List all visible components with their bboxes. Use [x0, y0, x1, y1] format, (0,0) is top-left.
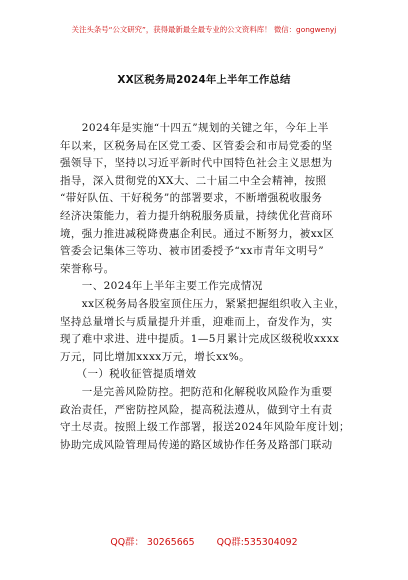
section-heading-1	[60, 278, 353, 296]
text-line: 万元，同比增加xxxx万元，增长xx%。	[60, 350, 251, 363]
text-line: 坚持总量增长与质量提升并重，迎难而上，奋发作为，实	[60, 315, 333, 328]
text-line: 境，强力推进减税降费惠企利民。通过不断努力，被xx区	[60, 227, 335, 240]
header-banner: 关注头条号“公文研究”，获得最新最全最专业的公文资料库！ 微信：gongwenyj	[71, 25, 337, 34]
heading-line: （一）税收征管提质增效	[60, 368, 197, 381]
text-line: 年以来，区税务局在区党工委、区管委会和市局党委的坚	[60, 139, 333, 152]
text-line: 荣誉称号。	[60, 262, 115, 275]
text-line: 管委会记集体三等功、被市团委授予“xx市青年文明号”	[60, 245, 324, 258]
document-body	[60, 120, 353, 454]
footer-contact	[0, 534, 408, 548]
text-line: 协助完成风险管理局传递的路区域协作任务及路部门联动	[60, 438, 333, 451]
document-title: XX区税务局2024年上半年工作总结	[117, 74, 291, 86]
paragraph-risk-control	[60, 384, 353, 454]
footer-qq-group-2: QQ群:535304092	[216, 537, 298, 548]
text-line: 2024年是实施“十四五”规划的关键之年，今年上半	[60, 122, 329, 134]
text-line: 经济决策能力，着力提升纳税服务质量，持续优化营商环	[60, 209, 333, 222]
text-line: 政治责任，严密防控风险，提高税法遵从，做到守土有责	[60, 403, 333, 416]
footer-qq-group-1: QQ群： 30265665	[110, 537, 195, 548]
paragraph-revenue	[60, 296, 353, 366]
text-line: 强领导下，坚持以习近平新时代中国特色社会主义思想为	[60, 157, 333, 170]
text-line: 守土尽责。按照上级工作部署，报送2024年风险年度计划；	[60, 421, 350, 434]
text-line: “带好队伍、干好税务”的部署要求，不断增强税收服务	[60, 192, 323, 205]
heading-line: 一、2024年上半年主要工作完成情况	[60, 280, 263, 293]
text-line: 现了难中求进、进中提质。1—5月累计完成区级税收xxxx	[60, 333, 340, 346]
text-line: 一是完善风险防控。把防范和化解税收风险作为重要	[60, 385, 333, 398]
text-line: 指导，深入贯彻党的XX大、二十届二中全会精神，按照	[60, 174, 327, 187]
text-line: xx区税务局各股室顶住压力，紧紧把握组织收入主业，	[60, 297, 346, 310]
paragraph-intro	[60, 120, 353, 278]
subsection-heading-1	[60, 366, 353, 384]
